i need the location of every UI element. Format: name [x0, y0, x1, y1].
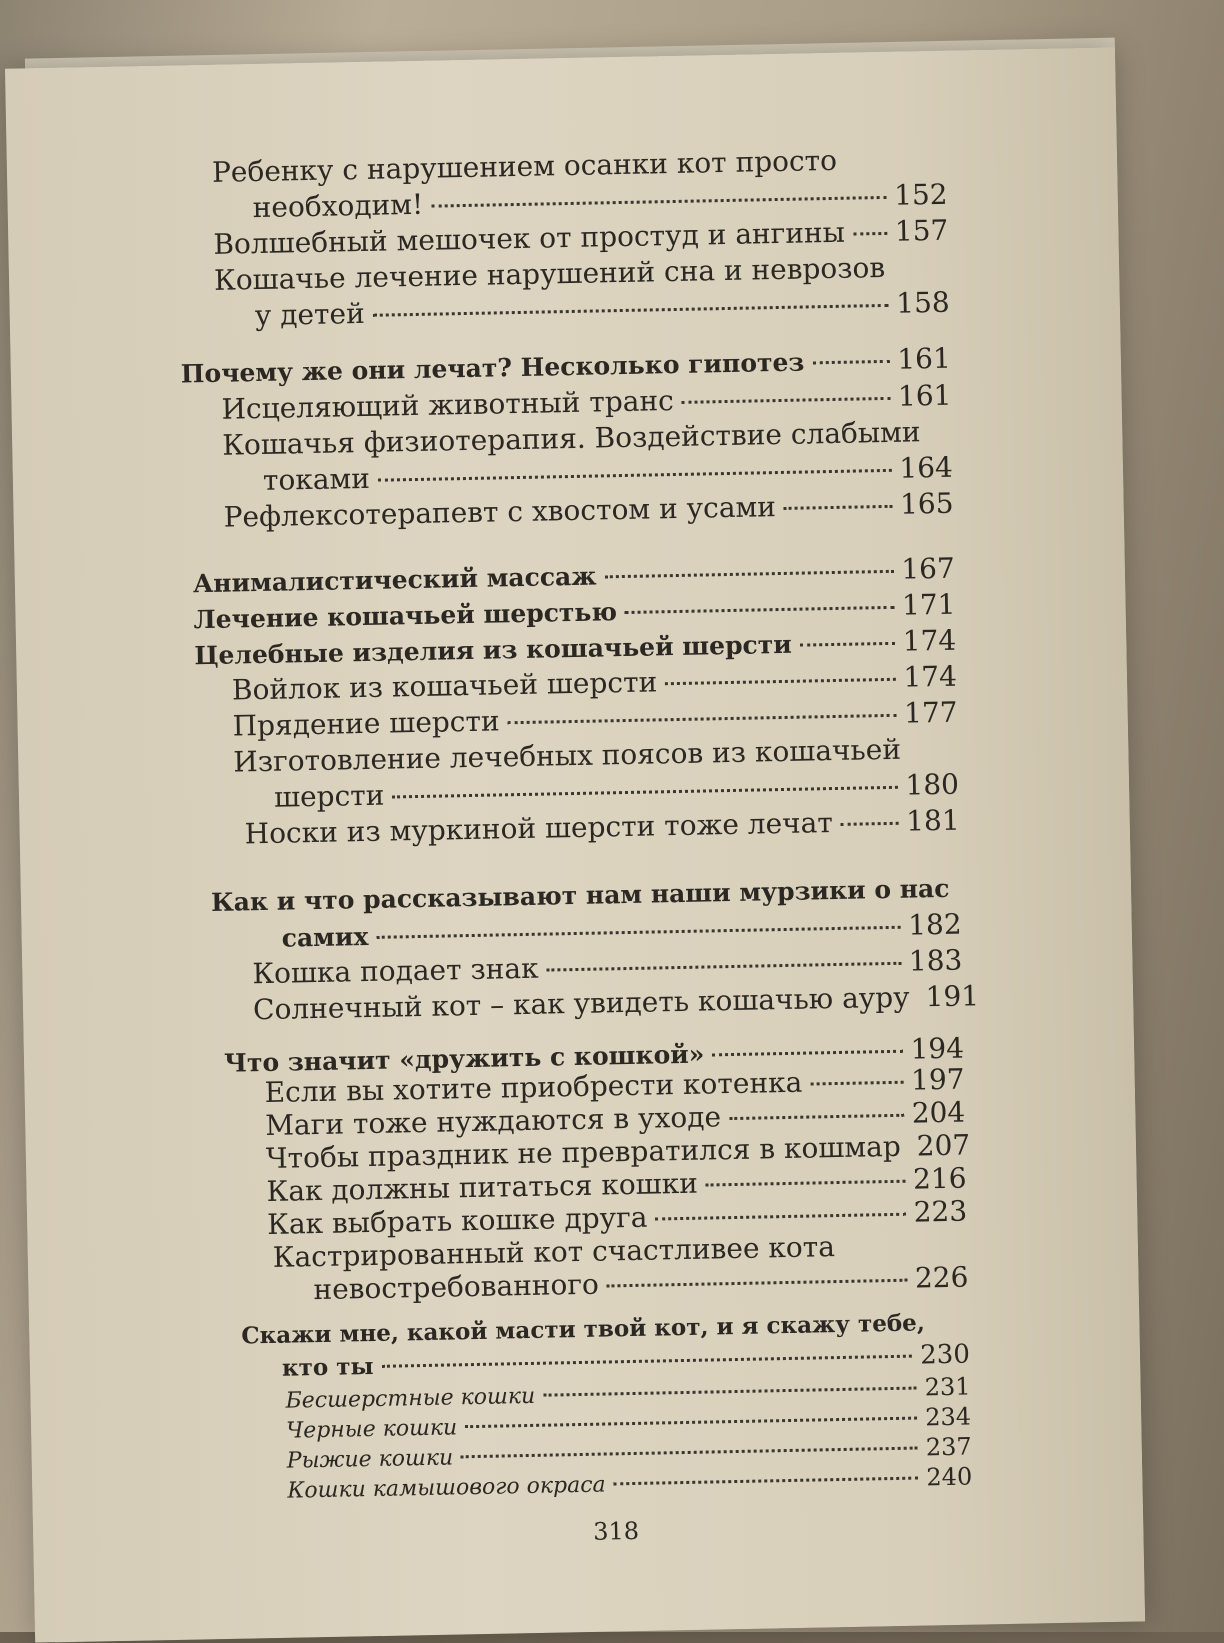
- leader-dots: [706, 1180, 905, 1187]
- leader-dots: [712, 1050, 902, 1057]
- toc-entry-title: Черные кошки: [286, 1413, 458, 1446]
- leader-dots: [625, 606, 894, 614]
- toc-entry-title: Волшебный мешочек от простуд и ангины: [213, 215, 845, 263]
- leader-dots: [461, 1447, 918, 1459]
- toc-entry: [233, 731, 959, 817]
- leader-dots: [431, 196, 886, 208]
- toc-entry-page: 230: [920, 1339, 970, 1373]
- toc-entry-title-line2: невостребованного: [313, 1268, 599, 1306]
- leader-dots: [665, 678, 895, 685]
- toc-entry-title: Прядение шерсти: [232, 703, 500, 744]
- toc-entry-page: 171: [902, 587, 956, 624]
- toc-entry-page: 226: [915, 1261, 969, 1295]
- leader-dots: [465, 1417, 917, 1429]
- toc-entry-page: 174: [902, 623, 956, 660]
- leader-dots: [607, 1279, 907, 1288]
- toc-entry-title-line2: самих: [281, 919, 368, 957]
- toc-entry-title: Носки из муркиной шерсти тоже лечат: [244, 805, 833, 852]
- toc-entry-page: 207: [916, 1128, 970, 1162]
- leader-dots: [682, 397, 890, 404]
- toc-entry-page: 181: [906, 803, 960, 840]
- leader-dots: [508, 714, 897, 724]
- toc-entry-page: 216: [913, 1162, 967, 1196]
- toc-entry-title: Целебные изделия из кошачьей шерсти: [194, 627, 792, 674]
- toc-entry-title-line2: шерсти: [274, 778, 385, 816]
- toc-entry-title-line2: кто ты: [282, 1350, 374, 1385]
- toc-entry: [214, 249, 950, 335]
- toc-entry-page: 191: [925, 978, 979, 1015]
- toc-entry-page: 240: [926, 1461, 972, 1492]
- leader-dots: [812, 360, 889, 364]
- toc-entry-page: 161: [897, 341, 951, 378]
- table-of-contents: [5, 47, 1145, 1642]
- toc-entry-title: Войлок из кошачьей шерсти: [232, 664, 658, 708]
- toc-entry-page: 223: [913, 1195, 967, 1229]
- toc-entry-page: 152: [894, 177, 948, 214]
- toc-entry-page: 182: [908, 907, 962, 944]
- toc-entry-title: Анималистический массаж: [193, 559, 597, 603]
- toc-entry-page: 164: [899, 450, 953, 487]
- page-number: 318: [593, 1517, 639, 1546]
- toc-entry-title-line1: Кастрированный кот счастливее кота: [273, 1228, 969, 1274]
- toc-entry-title-line2: токами: [263, 461, 371, 499]
- toc-entry-title: Почему же они лечат? Несколько гипотез: [181, 345, 805, 393]
- leader-dots: [655, 1213, 905, 1221]
- toc-entry-page: 177: [904, 695, 958, 732]
- toc-entry-title: Кошка подает знак: [252, 951, 539, 992]
- leader-dots: [604, 570, 893, 579]
- leader-dots: [784, 505, 892, 510]
- toc-entry-title: Чтобы праздник не превратился в кошмар: [266, 1130, 901, 1175]
- toc-entry-title: Бесшерстные кошки: [285, 1382, 535, 1417]
- toc-entry-title: Как выбрать кошке друга: [267, 1201, 648, 1241]
- leader-dots: [841, 822, 898, 826]
- toc-entry-title: Исцеляющий животный транс: [221, 383, 674, 428]
- leader-dots: [547, 962, 901, 972]
- toc-entry-title-line1: Как и что рассказывают нам наши мурзики о нас: [211, 871, 962, 921]
- toc-entry-page: 204: [911, 1096, 965, 1130]
- toc-entry-page: 194: [910, 1031, 964, 1068]
- leader-dots: [378, 469, 892, 482]
- toc-entry-title: Что значит «дружить с кошкой»: [224, 1037, 705, 1082]
- toc-entry-title-line2: у детей: [254, 296, 365, 334]
- toc-entry-page: 161: [898, 378, 952, 415]
- leader-dots: [853, 232, 887, 236]
- toc-entry-title: Если вы хотите приобрести котенка: [264, 1066, 802, 1109]
- book-page: [5, 47, 1145, 1642]
- toc-entry-title: Лечение кошачьей шерстью: [193, 594, 617, 638]
- leader-dots: [729, 1114, 904, 1120]
- leader-dots: [376, 926, 900, 939]
- toc-entry-page: 183: [909, 943, 963, 980]
- toc-entry-page: 180: [905, 767, 959, 804]
- toc-entry-page: 197: [911, 1063, 965, 1097]
- leader-dots: [810, 1081, 903, 1086]
- toc-entry-title: Рыжие кошки: [286, 1443, 453, 1476]
- leader-dots: [392, 786, 897, 799]
- toc-entry-title-line1: Кошачье лечение нарушений сна и неврозов: [214, 249, 950, 299]
- toc-entry-title: Кошки камышового окраса: [287, 1471, 606, 1507]
- toc-entry-title-line1: Скажи мне, какой масти твой кот, и я скажу тебе,: [241, 1306, 969, 1353]
- toc-entry-title: Рефлексотерапевт с хвостом и усами: [223, 489, 776, 536]
- toc-entry-title-line1: Ребенку с нарушением осанки кот просто: [212, 141, 948, 191]
- toc-entry-page: 174: [903, 659, 957, 696]
- toc-entry-page: 167: [901, 551, 955, 588]
- toc-entry-title-line2: необходим!: [252, 187, 423, 226]
- leader-dots: [381, 1355, 912, 1368]
- toc-entry-page: 165: [900, 486, 954, 523]
- toc-entry-page: 157: [894, 213, 948, 250]
- toc-entry-page: 237: [926, 1431, 972, 1462]
- toc-entry-page: 158: [896, 285, 950, 322]
- toc-entry-title-line1: Кошачья физиотерапия. Воздействие слабыми: [222, 414, 953, 464]
- toc-entry-title: Солнечный кот – как увидеть кошачью ауру: [253, 980, 910, 1029]
- toc-entry-page: 231: [924, 1372, 970, 1403]
- toc-entry-page: 234: [925, 1402, 971, 1433]
- leader-dots: [614, 1477, 919, 1486]
- toc-entry: [273, 1228, 969, 1307]
- leader-dots: [543, 1387, 917, 1397]
- toc-entry-title-line1: Изготовление лечебных поясов из кошачьей: [233, 731, 959, 781]
- toc-entry-title: Маги тоже нуждаются в уходе: [265, 1100, 721, 1142]
- leader-dots: [800, 642, 895, 647]
- leader-dots: [373, 304, 889, 317]
- toc-entry-title: Как должны питаться кошки: [266, 1167, 698, 1208]
